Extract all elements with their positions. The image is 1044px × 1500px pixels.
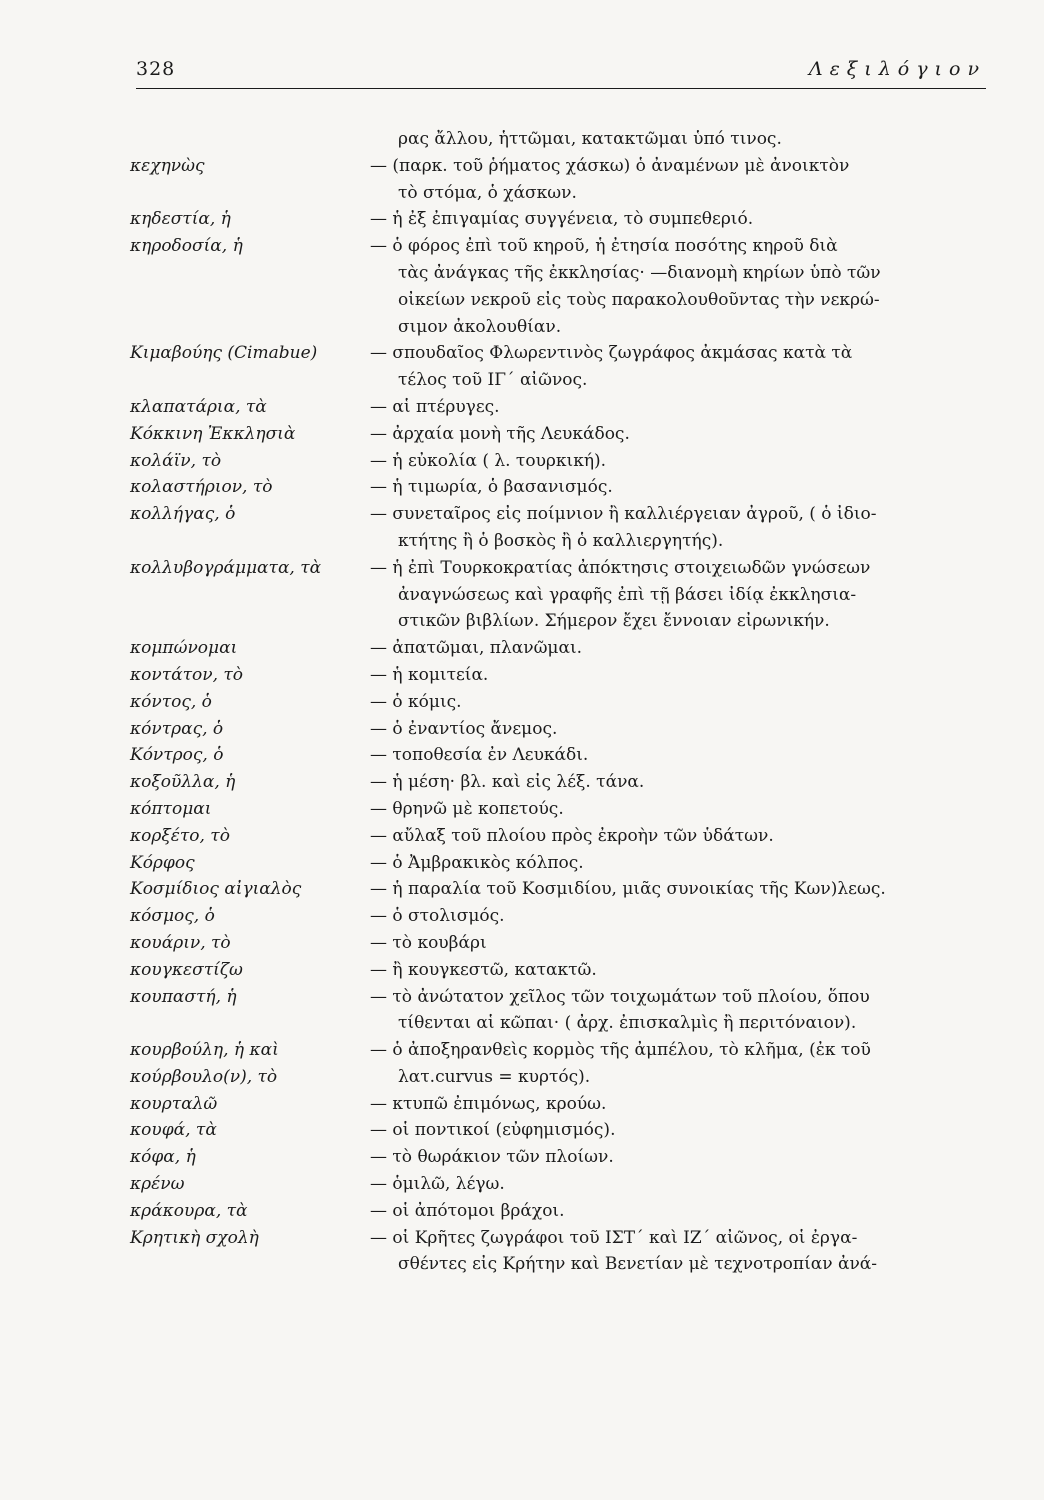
- glossary-entry: [130, 876, 990, 903]
- definition-line: — ὁ Ἀμβρακικὸς κόλπος.: [370, 852, 584, 873]
- definition-line: — ἡ κομιτεία.: [370, 664, 489, 685]
- definition-line: κτήτης ἢ ὁ βοσκὸς ἢ ὁ καλλιεργητής).: [398, 530, 724, 551]
- definition-line: — ἡ ἐπὶ Τουρκοκρατίας ἀπόκτησις στοιχειωδῶν γνώσεων: [370, 557, 871, 578]
- definition-line: ἀναγνώσεως καὶ γραφῆς ἐπὶ τῇ βάσει ἰδίᾳ ἐκκλησια-: [398, 584, 857, 605]
- definition-line: — (παρκ. τοῦ ῥήματος χάσκω) ὁ ἀναμένων μὲ ἀνοικτὸν: [370, 155, 850, 176]
- glossary-entry: [130, 903, 990, 930]
- entry-definition: [370, 1144, 990, 1171]
- glossary-entry: [130, 796, 990, 823]
- definition-line: — τὸ κουβάρι: [370, 932, 487, 953]
- definition-line: — αἱ πτέρυγες.: [370, 396, 500, 417]
- glossary-entry: [130, 1064, 990, 1091]
- entry-term: κουρταλῶ: [130, 1093, 218, 1114]
- entry-term: κρένω: [130, 1174, 185, 1195]
- entry-term: Κόκκινη Ἐκκλησιὰ: [130, 423, 296, 444]
- entry-definition: [370, 1198, 990, 1225]
- definition-line: — ὁ στολισμός.: [370, 906, 505, 927]
- definition-line: — θρηνῶ μὲ κοπετούς.: [370, 798, 564, 819]
- entry-definition: [370, 903, 990, 930]
- entry-term: κομπώνομαι: [130, 638, 238, 659]
- glossary-entry: [130, 716, 990, 743]
- definition-line: — ὁ ἀποξηρανθεὶς κορμὸς τῆς ἀμπέλου, τὸ κλῆμα, (ἐκ τοῦ: [370, 1040, 871, 1061]
- entry-definition: [370, 1037, 990, 1064]
- definition-line: — οἱ ποντικοί (εὐφημισμός).: [370, 1120, 616, 1141]
- definition-line: οἰκείων νεκροῦ εἰς τοὺς παρακολουθοῦντας τὴν νεκρώ-: [398, 289, 880, 310]
- entry-definition: [370, 796, 990, 823]
- entry-term: Κοσμίδιος αἰγιαλὸς: [130, 879, 302, 900]
- glossary-entry: [130, 635, 990, 662]
- entry-definition: [370, 153, 990, 207]
- entry-definition: [370, 1117, 990, 1144]
- glossary-entry: [130, 153, 990, 207]
- entry-definition: [370, 930, 990, 957]
- entry-term: κεχηνὼς: [130, 155, 205, 176]
- definition-line: στικῶν βιβλίων. Σήμερον ἔχει ἔννοιαν εἰρωνικήν.: [398, 611, 830, 632]
- glossary-entry: [130, 984, 990, 1038]
- definition-line: τίθενται αἱ κῶπαι· ( ἀρχ. ἐπισκαλμὶς ἢ περιτόναιον).: [398, 1013, 857, 1034]
- glossary-entry: [130, 340, 990, 394]
- entry-definition: [370, 635, 990, 662]
- definition-line: σθέντες εἰς Κρήτην καὶ Βενετίαν μὲ τεχνοτροπίαν ἀνά-: [398, 1254, 878, 1275]
- entry-term: κολλυβογράμματα, τὰ: [130, 557, 322, 578]
- glossary-entry: [130, 957, 990, 984]
- entry-term: κουρβούλη, ἡ καὶ: [130, 1040, 279, 1061]
- page-number: 328: [136, 58, 176, 80]
- definition-line: — ἡ εὐκολία ( λ. τουρκική).: [370, 450, 607, 471]
- entry-definition: [370, 1225, 990, 1279]
- glossary-entry: [130, 662, 990, 689]
- glossary-entry: [130, 421, 990, 448]
- definition-line: τὰς ἀνάγκας τῆς ἐκκλησίας· —διανομὴ κηρίων ὑπὸ τῶν: [398, 262, 881, 283]
- entry-term: κολαστήριον, τὸ: [130, 477, 273, 498]
- definition-line: — ὁ κόμις.: [370, 691, 462, 712]
- entry-term: κολάϊν, τὸ: [130, 450, 222, 471]
- glossary-entry: [130, 1091, 990, 1118]
- definition-line: — τὸ θωράκιον τῶν πλοίων.: [370, 1147, 614, 1168]
- definition-line: — τὸ ἀνώτατον χεῖλος τῶν τοιχωμάτων τοῦ πλοίου, ὅπου: [370, 986, 870, 1007]
- page-header: [136, 52, 986, 92]
- entry-definition: [370, 1171, 990, 1198]
- glossary-entry: [130, 769, 990, 796]
- entry-definition: [370, 662, 990, 689]
- definition-line: — ἀρχαία μονὴ τῆς Λευκάδος.: [370, 423, 630, 444]
- definition-line: τὸ στόμα, ὁ χάσκων.: [398, 182, 577, 203]
- glossary-entry: [130, 233, 990, 340]
- glossary-entry: [130, 1198, 990, 1225]
- glossary-entry: [130, 1225, 990, 1279]
- glossary-entry: [130, 850, 990, 877]
- definition-line: — κτυπῶ ἐπιμόνως, κρούω.: [370, 1093, 607, 1114]
- definition-line: — ἡ τιμωρία, ὁ βασανισμός.: [370, 477, 613, 498]
- entry-term: κοντάτον, τὸ: [130, 664, 244, 685]
- glossary-entry: [130, 823, 990, 850]
- glossary-entry: [130, 1144, 990, 1171]
- definition-line: — ὁ φόρος ἐπὶ τοῦ κηροῦ, ἡ ἐτησία ποσότης κηροῦ διὰ: [370, 236, 838, 257]
- entry-term: κουπαστή, ἡ: [130, 986, 237, 1007]
- glossary-entry: [130, 448, 990, 475]
- entry-term: κουάριν, τὸ: [130, 932, 231, 953]
- entry-definition: [370, 1091, 990, 1118]
- definition-line: — ἡ ἐξ ἐπιγαμίας συγγένεια, τὸ συμπεθεριό.: [370, 209, 754, 230]
- entry-term: Κρητικὴ σχολὴ: [130, 1227, 259, 1248]
- glossary-entry: [130, 1037, 990, 1064]
- glossary-entry: [130, 501, 990, 555]
- entry-definition: [370, 421, 990, 448]
- glossary-entry: [130, 394, 990, 421]
- header-rule: [136, 88, 986, 89]
- entry-definition: [370, 823, 990, 850]
- entry-definition: [370, 984, 990, 1038]
- glossary-entry: [130, 1117, 990, 1144]
- definition-line: — σπουδαῖος Φλωρεντινὸς ζωγράφος ἀκμάσας κατὰ τὰ: [370, 343, 853, 364]
- entry-definition: [370, 769, 990, 796]
- entry-definition: [370, 850, 990, 877]
- definition-line: — ὁ ἐναντίος ἄνεμος.: [370, 718, 558, 739]
- entry-definition: [370, 957, 990, 984]
- definition-line: — οἱ Κρῆτες ζωγράφοι τοῦ ΙΣΤ΄ καὶ ΙΖ΄ αἰῶνος, οἱ ἐργα-: [370, 1227, 858, 1248]
- entry-term: κλαπατάρια, τὰ: [130, 396, 267, 417]
- definition-line: λατ.curvus = κυρτός).: [398, 1066, 591, 1087]
- entry-term: κόπτομαι: [130, 798, 212, 819]
- entry-term: κηροδοσία, ἡ: [130, 236, 243, 257]
- entry-term: κολλήγας, ὁ: [130, 504, 236, 525]
- definition-line: τέλος τοῦ ΙΓ΄ αἰῶνος.: [398, 370, 588, 391]
- entry-term: Κόρφος: [130, 852, 195, 873]
- entry-term: κηδεστία, ἡ: [130, 209, 231, 230]
- entry-definition: [370, 233, 990, 340]
- glossary-entry: [130, 930, 990, 957]
- definition-line: — ὁμιλῶ, λέγω.: [370, 1174, 505, 1195]
- definition-line: — ἡ παραλία τοῦ Κοσμιδίου, μιᾶς συνοικίας τῆς Κων)λεως.: [370, 879, 886, 900]
- entry-term: κορξέτο, τὸ: [130, 825, 230, 846]
- glossary-entry: [130, 555, 990, 635]
- entry-term: κόσμος, ὁ: [130, 906, 215, 927]
- definition-line: — ἀπατῶμαι, πλανῶμαι.: [370, 638, 583, 659]
- glossary-entry: [130, 742, 990, 769]
- definition-line: — ἡ μέση· βλ. καὶ εἰς λέξ. τάνα.: [370, 772, 645, 793]
- glossary-entry: [130, 689, 990, 716]
- entry-definition: [370, 876, 990, 903]
- entry-term: κράκουρα, τὰ: [130, 1200, 248, 1221]
- entry-term: κόντος, ὁ: [130, 691, 212, 712]
- glossary-entry: [130, 474, 990, 501]
- entry-term: κούρβουλο(ν), τὸ: [130, 1066, 278, 1087]
- entry-definition: [370, 501, 990, 555]
- entry-term: κουφά, τὰ: [130, 1120, 217, 1141]
- entry-term: κόφα, ἡ: [130, 1147, 196, 1168]
- entry-definition: [370, 1064, 990, 1091]
- continuation-line: ρας ἄλλου, ἡττῶμαι, κατακτῶμαι ὑπό τινος.: [398, 129, 782, 149]
- definition-line: σιμον ἀκολουθίαν.: [398, 316, 562, 337]
- definition-line: — αὔλαξ τοῦ πλοίου πρὸς ἐκροὴν τῶν ὑδάτων.: [370, 825, 774, 846]
- entry-term: Κόντρος, ὁ: [130, 745, 224, 766]
- definition-line: — οἱ ἀπότομοι βράχοι.: [370, 1200, 565, 1221]
- entry-definition: [370, 742, 990, 769]
- glossary-entry: [130, 206, 990, 233]
- entry-definition: [370, 555, 990, 635]
- entry-term: κόντρας, ὁ: [130, 718, 224, 739]
- entry-definition: [370, 206, 990, 233]
- glossary-entry: [130, 1171, 990, 1198]
- entry-definition: [370, 448, 990, 475]
- entry-term: κουγκεστίζω: [130, 959, 243, 980]
- entry-term: κοξοῦλλα, ἡ: [130, 772, 236, 793]
- entry-definition: [370, 340, 990, 394]
- entry-definition: [370, 474, 990, 501]
- definition-line: — συνεταῖρος εἰς ποίμνιον ἢ καλλιέργειαν ἀγροῦ, ( ὁ ἰδιο-: [370, 504, 877, 525]
- entry-term: Κιμαβούης (Cimabue): [130, 343, 318, 364]
- definition-line: — τοποθεσία ἐν Λευκάδι.: [370, 745, 589, 766]
- definition-line: — ἢ κουγκεστῶ, κατακτῶ.: [370, 959, 597, 980]
- entry-definition: [370, 689, 990, 716]
- entry-definition: [370, 716, 990, 743]
- entry-definition: [370, 394, 990, 421]
- glossary-entries: [130, 126, 990, 1278]
- running-title: Λεξιλόγιον: [808, 58, 986, 80]
